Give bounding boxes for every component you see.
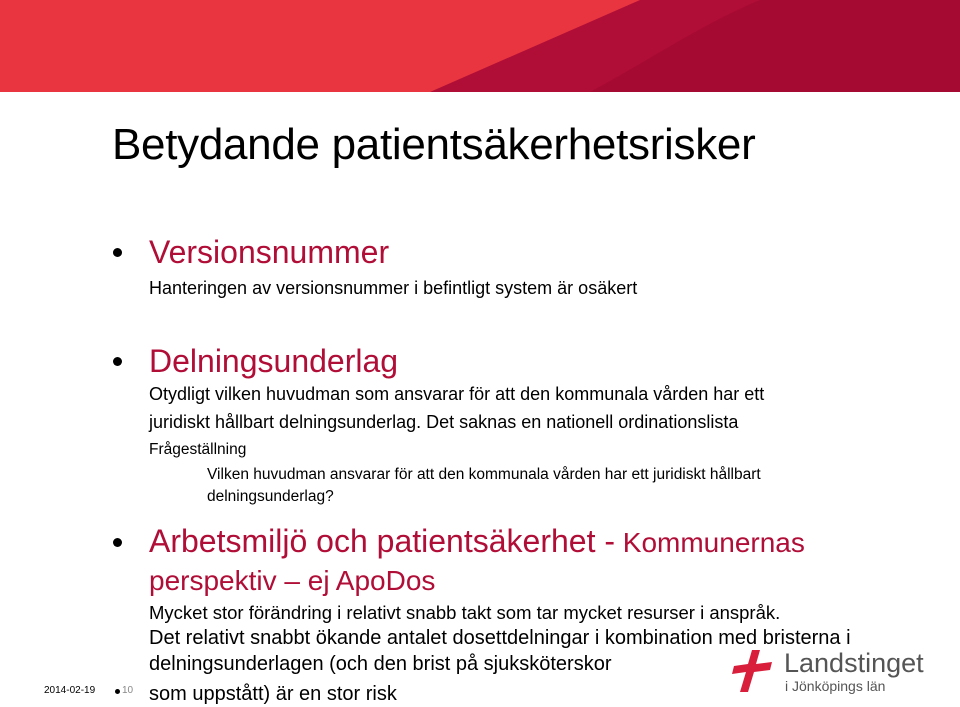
footer-dot	[115, 689, 120, 694]
landstinget-logo	[730, 648, 930, 698]
section-heading-arbetsmiljo-line2: perspektiv – ej ApoDos	[149, 565, 436, 596]
bullet-dot	[113, 357, 122, 366]
bullet-dot	[113, 538, 122, 547]
section-text-line: Det relativt snabbt ökande antalet dosettdelningar i kombination med bristerna i	[149, 627, 851, 649]
section-heading-tail: Kommunernas	[615, 527, 805, 558]
page-number: 10	[122, 685, 134, 696]
landstinget-logo-mark-icon	[730, 648, 776, 694]
section-heading-arbetsmiljo	[149, 521, 805, 563]
header-band	[0, 0, 960, 92]
section-text-versionsnummer: Hanteringen av versionsnummer i befintligt system är osäkert	[149, 278, 638, 298]
header-band-graphic	[0, 0, 960, 92]
section-heading-main: Arbetsmiljö och patientsäkerhet -	[149, 523, 615, 559]
footer-date: 2014-02-19	[44, 685, 96, 696]
question-text-line: Vilken huvudman ansvarar för att den kommunala vården har ett juridiskt hållbart	[207, 466, 761, 483]
question-label: Frågeställning	[149, 441, 247, 458]
logo-subtitle: i Jönköpings län	[785, 678, 886, 694]
slide-title: Betydande patientsäkerhetsrisker	[112, 120, 756, 169]
section-text-line: Otydligt vilken huvudman som ansvarar för att den kommunala vården har ett	[149, 384, 765, 404]
section-heading-delningsunderlag: Delningsunderlag	[149, 343, 399, 379]
question-text-line: delningsunderlag?	[207, 488, 334, 505]
section-text-line: juridiskt hållbart delningsunderlag. Det saknas en nationell ordinationslista	[149, 412, 739, 432]
section-text-line: Mycket stor förändring i relativt snabb takt som tar mycket resurser i anspråk.	[149, 602, 781, 623]
section-text-line: som uppstått) är en stor risk	[149, 683, 397, 705]
bullet-dot	[113, 248, 122, 257]
section-text-line: delningsunderlagen (och den brist på sjuksköterskor	[149, 653, 612, 675]
logo-name: Landstinget	[784, 648, 924, 678]
section-heading-versionsnummer: Versionsnummer	[149, 234, 390, 270]
